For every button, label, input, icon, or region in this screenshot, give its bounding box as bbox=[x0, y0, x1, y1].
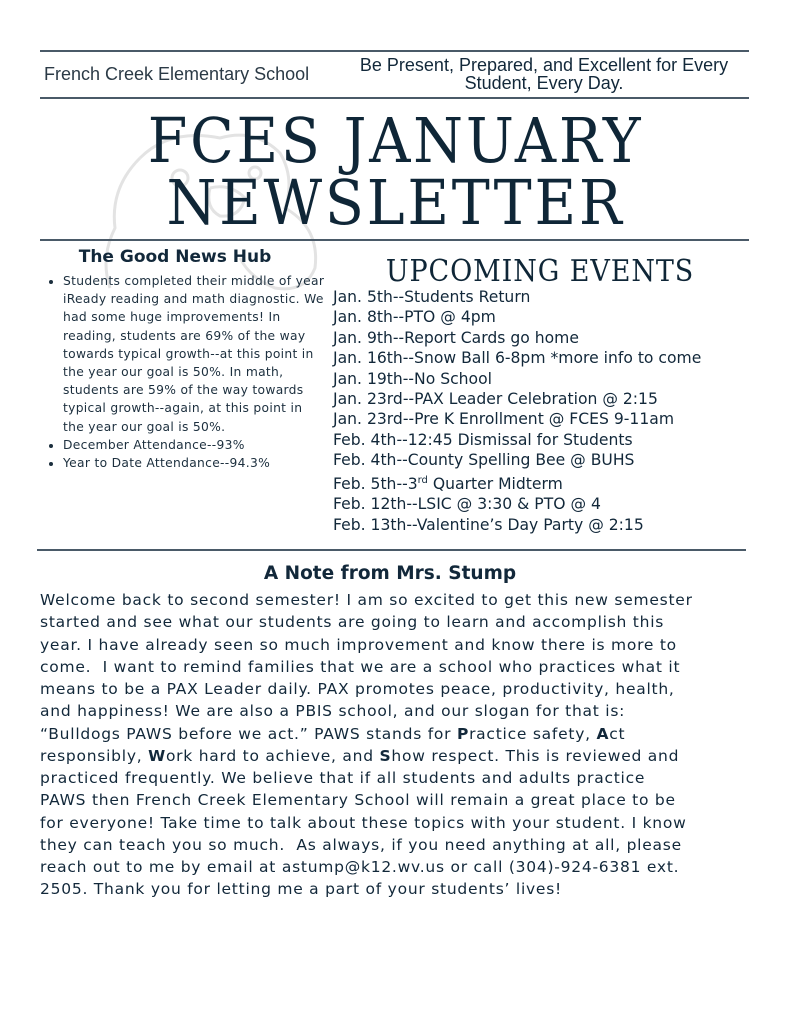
event-item: Feb. 13th--Valentine’s Day Party @ 2:15 bbox=[333, 515, 644, 534]
list-item: • Year to Date Attendance--94.3% bbox=[63, 454, 325, 472]
event-item: Feb. 5th--3rd Quarter Midterm bbox=[333, 474, 563, 493]
divider bbox=[37, 549, 746, 551]
good-news-list bbox=[48, 272, 325, 472]
note-line: for everyone! Take time to talk about these topics with your student. I know bbox=[40, 813, 687, 832]
note-line: means to be a PAX Leader daily. PAX promotes peace, productivity, health, bbox=[40, 680, 675, 698]
title-line: FCES JANUARY bbox=[147, 104, 644, 177]
note-title: A Note from Mrs. Stump bbox=[263, 563, 517, 584]
note-line: come. I want to remind families that we are a school who practices what it bbox=[40, 657, 681, 676]
divider bbox=[40, 50, 749, 52]
note-body bbox=[40, 589, 760, 901]
event-item: Feb. 4th--County Spelling Bee @ BUHS bbox=[333, 451, 635, 470]
divider bbox=[40, 97, 749, 99]
note-line: started and see what our students are going to learn and accomplish this bbox=[40, 613, 665, 632]
event-item: Jan. 23rd--Pre K Enrollment @ FCES 9-11am bbox=[333, 410, 675, 429]
event-item: Jan. 9th--Report Cards go home bbox=[333, 328, 579, 347]
event-item: Jan. 5th--Students Return bbox=[333, 288, 531, 306]
note-line: year. I have already seen so much improvement and know there is more to bbox=[40, 635, 677, 654]
event-item: Feb. 4th--12:45 Dismissal for Students bbox=[333, 430, 633, 449]
events-title: UPCOMING EVENTS bbox=[385, 254, 695, 289]
note-line: 2505. Thank you for letting me a part of your students’ lives! bbox=[40, 880, 562, 899]
list-item: • December Attendance--93% bbox=[63, 436, 325, 454]
event-item: Feb. 12th--LSIC @ 3:30 & PTO @ 4 bbox=[333, 495, 601, 514]
note-line: Welcome back to second semester! I am so excited to get this new semester bbox=[40, 591, 693, 609]
list-item: • Students completed their middle of year iReady reading and math diagnostic. We had some huge improvements! In reading, students are 69% of the way towards typical growth--at this point in the year our goal is 50%. In math, students are 59% of the way towards typical growth--again, at this point in the year our goal is 50%. bbox=[63, 272, 325, 436]
title-line: NEWSLETTER bbox=[166, 166, 625, 239]
note-line: responsibly, Work hard to achieve, and Show respect. This is reviewed and bbox=[40, 746, 680, 765]
good-news-title: The Good News Hub bbox=[78, 247, 272, 267]
note-line: they can teach you so much. As always, if you need anything at all, please bbox=[40, 835, 682, 854]
events-list bbox=[333, 287, 701, 535]
event-item: Jan. 19th--No School bbox=[333, 369, 492, 388]
divider bbox=[40, 239, 749, 241]
note-line: PAWS then French Creek Elementary School will remain a great place to be bbox=[40, 791, 676, 810]
school-motto: Be Present, Prepared, and Excellent for Every Student, Every Day. bbox=[359, 55, 729, 93]
event-item: Jan. 23rd--PAX Leader Celebration @ 2:15 bbox=[333, 390, 658, 409]
school-name: French Creek Elementary School bbox=[44, 64, 310, 84]
note-line: “Bulldogs PAWS before we act.” PAWS stands for Practice safety, Act bbox=[40, 724, 626, 743]
event-item: Jan. 16th--Snow Ball 6-8pm *more info to come bbox=[333, 349, 702, 368]
note-line: and happiness! We are also a PBIS school, and our slogan for that is: bbox=[40, 702, 626, 721]
note-line: reach out to me by email at astump@k12.wv.us or call (304)-924-6381 ext. bbox=[40, 858, 680, 876]
note-line: practiced frequently. We believe that if all students and adults practice bbox=[40, 769, 646, 787]
newsletter-title bbox=[32, 104, 760, 239]
event-item: Jan. 8th--PTO @ 4pm bbox=[333, 308, 496, 327]
